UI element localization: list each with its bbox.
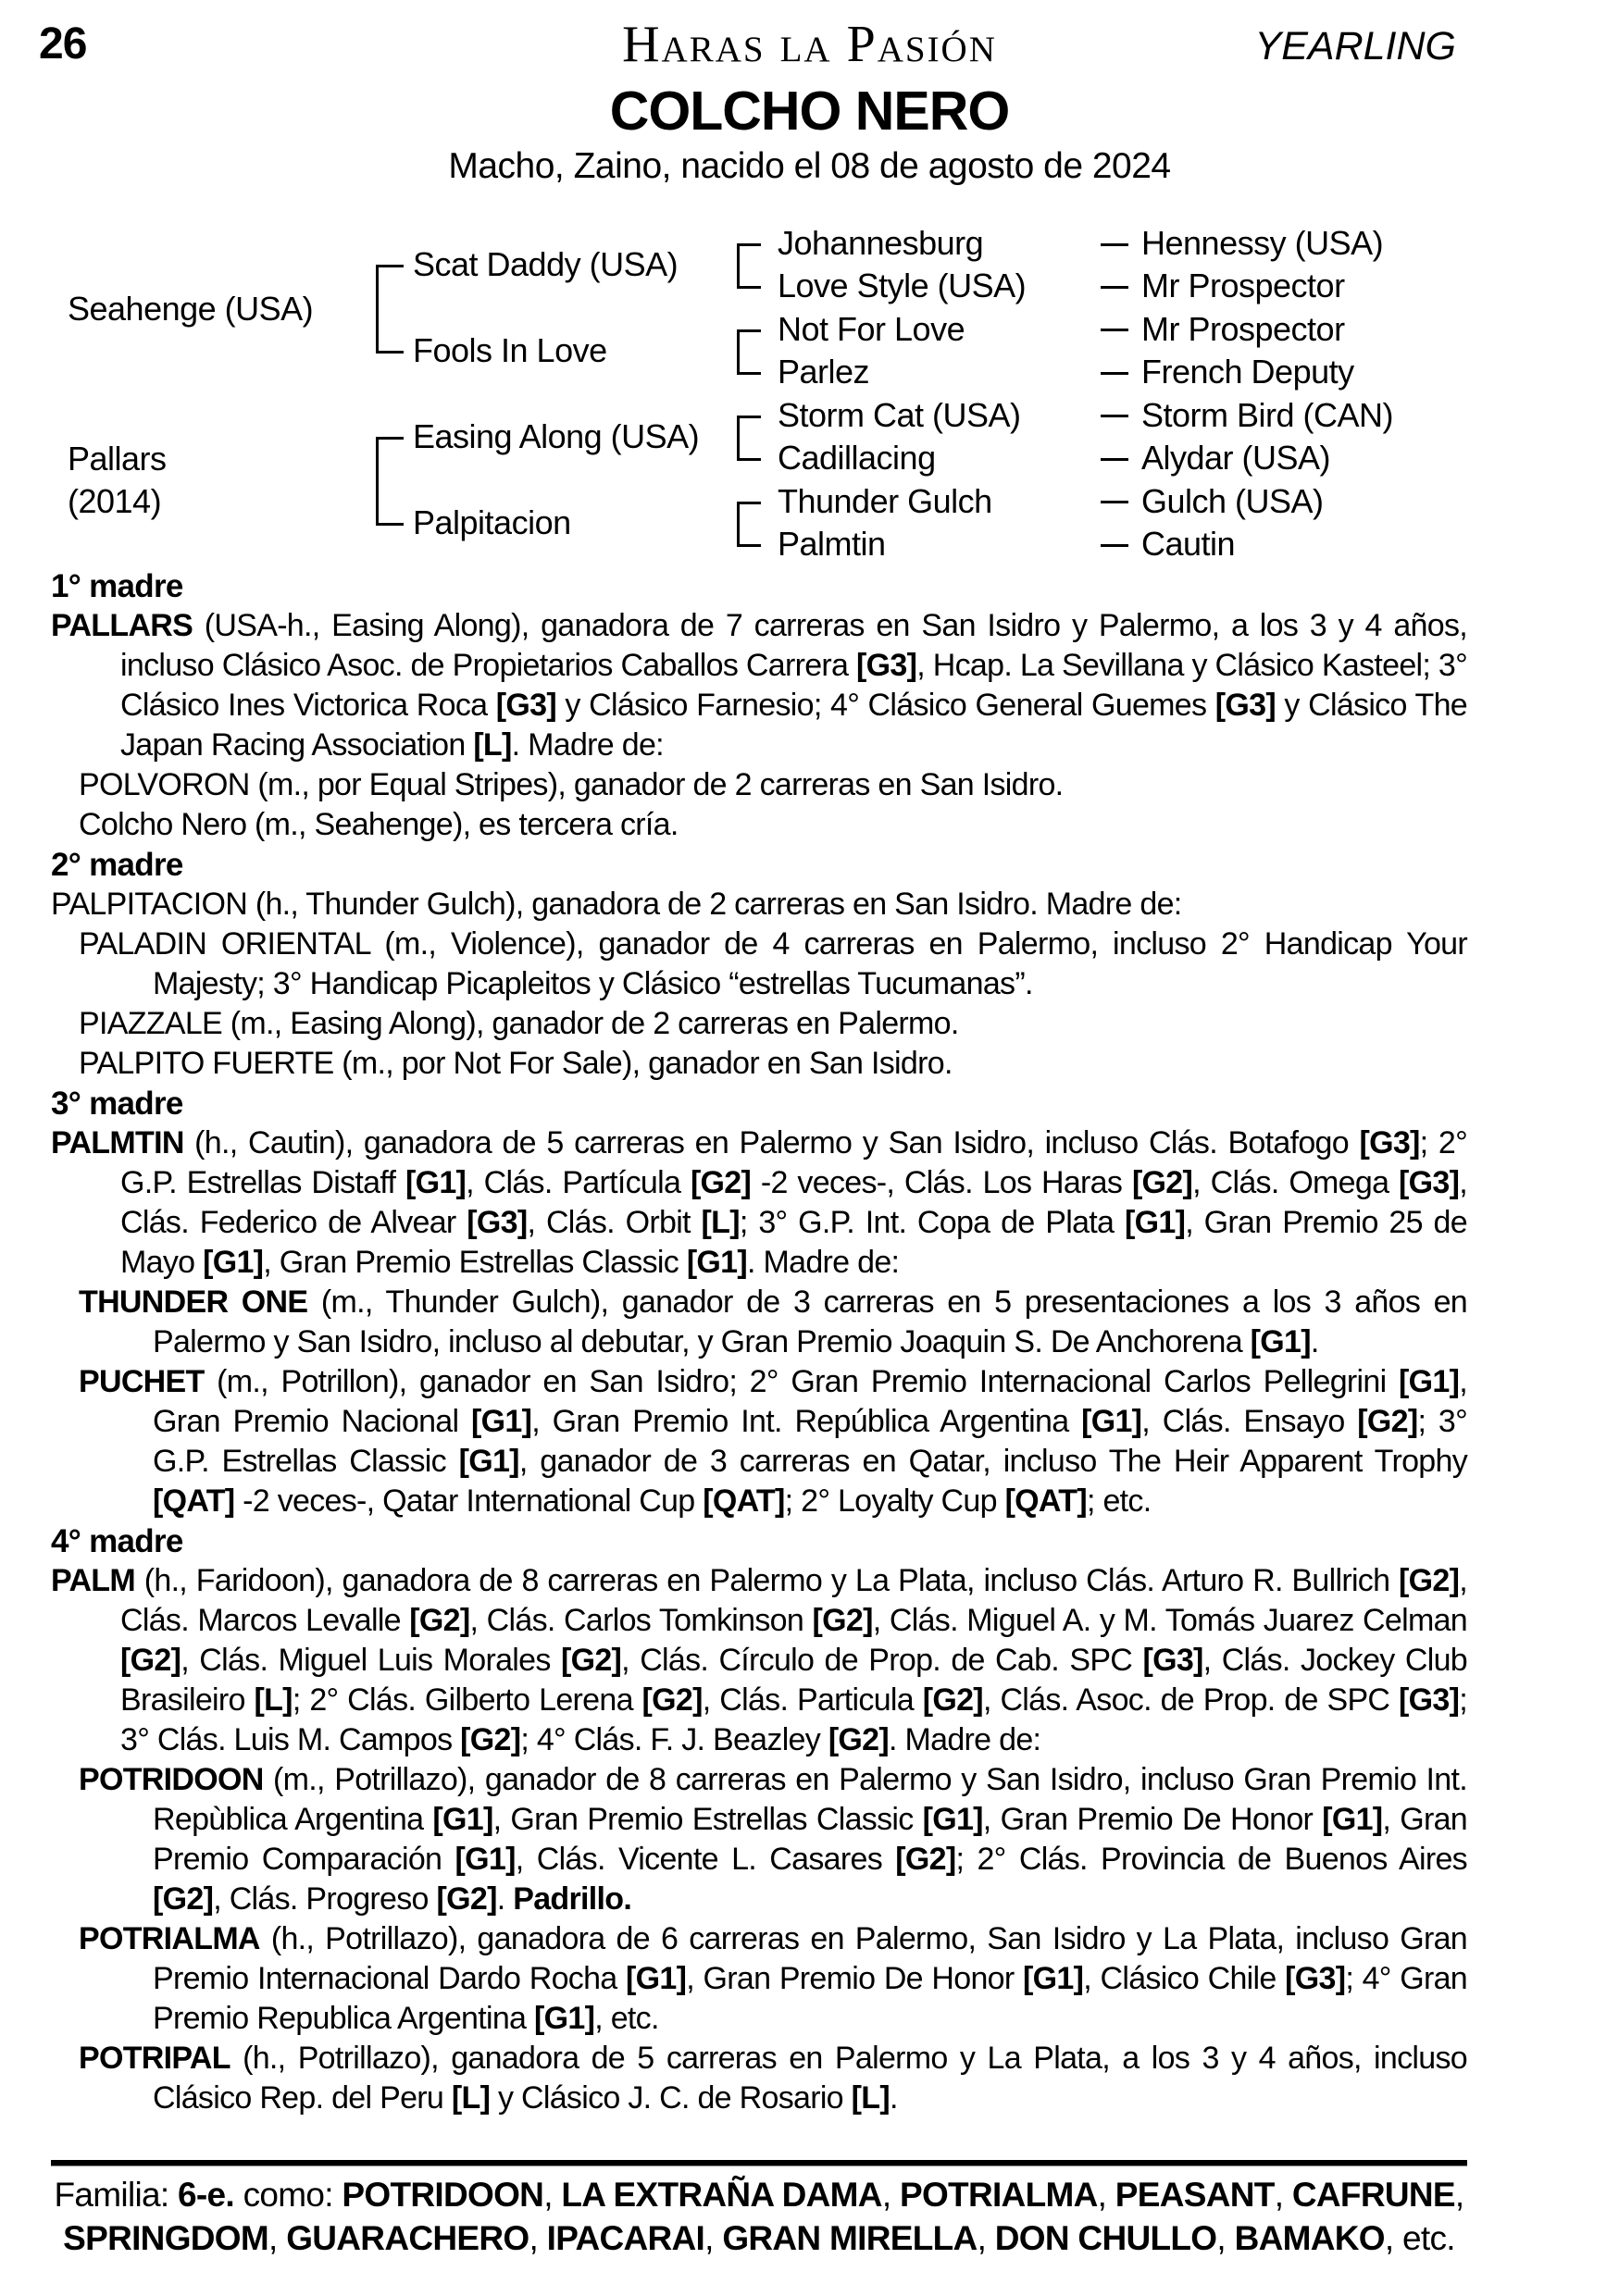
pedigree-name-gen4: Storm Bird (CAN): [1141, 395, 1394, 434]
pedigree-name-gen4: Mr Prospector: [1141, 310, 1345, 349]
madre-heading: 1° madre: [51, 568, 183, 604]
pedigree-bracket: [737, 502, 761, 547]
madre-heading: 3° madre: [51, 1086, 183, 1122]
family-line: Familia: 6-e. como: POTRIDOON, LA EXTRAÑA DAMA, POTRIALMA, PEASANT, CAFRUNE, SPRINGDOM, GUARACHERO, IPACARAI, GRAN MIRELLA, DON CHULLO, BAMAKO, etc.: [54, 2176, 1464, 2257]
pedigree-bracket: [376, 437, 404, 526]
pedigree-name-gen3: Johannesburg: [778, 224, 984, 263]
pedigree-name-gen2: Easing Along (USA): [413, 417, 700, 456]
pedigree-name-gen3: Not For Love: [778, 310, 965, 349]
produce-paragraph: THUNDER ONE (m., Thunder Gulch), ganador de 3 carreras en 5 presentaciones a los 3 años en Palermo y San Isidro, incluso al debutar, y Gran Premio Joaquin S. De Anchorena [G1].: [79, 1285, 1468, 1359]
dam-paragraph: PALLARS (USA-h., Easing Along), ganadora de 7 carreras en San Isidro y Palermo, a los 3 y 4 años, incluso Clásico Asoc. de Propietarios Caballos Carrera [G3], Hcap. La Sevillana y Clásico Kasteel; 3° Clásico Ines Victorica Roca [G3] y Clásico Farnesio; 4° Clásico General Guemes [G3] y Clásico The Japan Racing Association [L]. Madre de:: [51, 608, 1467, 763]
pedigree-name-gen1: Seahenge (USA): [68, 289, 314, 328]
madre-heading: 2° madre: [51, 847, 183, 883]
pedigree-bracket: [737, 243, 761, 289]
dash-connector-icon: [1101, 243, 1128, 246]
produce-paragraph: Colcho Nero (m., Seahenge), es tercera cría.: [79, 807, 679, 842]
pedigree-notes: [51, 566, 1467, 2118]
pedigree-name-gen4: Gulch (USA): [1141, 481, 1324, 520]
madre-heading: 4° madre: [51, 1523, 183, 1559]
catalog-title: Haras la Pasión: [622, 16, 997, 73]
produce-paragraph: POTRIALMA (h., Potrillazo), ganadora de 6 carreras en Palermo, San Isidro y La Plata, incluso Gran Premio Internacional Dardo Rocha [G1], Gran Premio De Honor [G1], Clásico Chile [G3]; 4° Gran Premio Republica Argentina [G1], etc.: [79, 1921, 1468, 2036]
dash-connector-icon: [1101, 415, 1128, 417]
pedigree-name-gen3: Palmtin: [778, 525, 886, 564]
pedigree-name-gen2: Fools In Love: [413, 331, 607, 370]
pedigree-name-gen4: Alydar (USA): [1141, 439, 1331, 478]
dash-connector-icon: [1101, 372, 1128, 375]
dash-connector-icon: [1101, 329, 1128, 331]
produce-paragraph: PUCHET (m., Potrillon), ganador en San Isidro; 2° Gran Premio Internacional Carlos Pellegrini [G1], Gran Premio Nacional [G1], Gran Premio Int. República Argentina [G1], Clás. Ensayo [G2]; 3° G.P. Estrellas Classic [G1], ganador de 3 carreras en Qatar, incluso The Heir Apparent Trophy [QAT] -2 veces-, Qatar International Cup [QAT]; 2° Loyalty Cup [QAT]; etc.: [79, 1364, 1468, 1519]
pedigree-name-gen4: Mr Prospector: [1141, 267, 1345, 305]
produce-paragraph: PIAZZALE (m., Easing Along), ganador de 2 carreras en Palermo.: [79, 1006, 959, 1041]
pedigree-name-gen4: French Deputy: [1141, 353, 1354, 391]
pedigree-name-gen3: Cadillacing: [778, 439, 936, 478]
dash-connector-icon: [1101, 286, 1128, 289]
pedigree-name-gen1: Pallars (2014): [68, 440, 167, 521]
pedigree-name-gen4: Hennessy (USA): [1141, 224, 1384, 263]
birth-line: Macho, Zaino, nacido el 08 de agosto de 2024: [448, 146, 1171, 186]
pedigree-name-gen2: Scat Daddy (USA): [413, 245, 679, 284]
pedigree-name-gen2: Palpitacion: [413, 503, 571, 541]
produce-paragraph: PALADIN ORIENTAL (m., Violence), ganador de 4 carreras en Palermo, incluso 2° Handicap Your Majesty; 3° Handicap Picapleitos y Clásico “estrellas Tucumanas”.: [79, 926, 1467, 1001]
pedigree-bracket: [376, 265, 404, 354]
pedigree-name-gen4: Cautin: [1141, 525, 1236, 564]
dash-connector-icon: [1101, 501, 1128, 503]
dam-paragraph: PALPITACION (h., Thunder Gulch), ganadora de 2 carreras en San Isidro. Madre de:: [51, 887, 1182, 922]
pedigree-name-gen3: Thunder Gulch: [778, 481, 992, 520]
pedigree-name-gen3: Love Style (USA): [778, 267, 1027, 305]
produce-paragraph: PALPITO FUERTE (m., por Not For Sale), ganador en San Isidro.: [79, 1046, 953, 1081]
dam-paragraph: PALM (h., Faridoon), ganadora de 8 carreras en Palermo y La Plata, incluso Clás. Arturo R. Bullrich [G2], Clás. Marcos Levalle [G2], Clás. Carlos Tomkinson [G2], Clás. Miguel A. y M. Tomás Juarez Celman [G2], Clás. Miguel Luis Morales [G2], Clás. Círculo de Prop. de Cab. SPC [G3], Clás. Jockey Club Brasileiro [L]; 2° Clás. Gilberto Lerena [G2], Clás. Particula [G2], Clás. Asoc. de Prop. de SPC [G3]; 3° Clás. Luis M. Campos [G2]; 4° Clás. F. J. Beazley [G2]. Madre de:: [51, 1563, 1467, 1757]
footer-rule: [51, 2160, 1467, 2166]
pedigree-chart: [0, 0, 1619, 592]
pedigree-bracket: [737, 329, 761, 375]
dash-connector-icon: [1101, 458, 1128, 461]
page-number: 26: [39, 19, 87, 68]
produce-paragraph: POTRIPAL (h., Potrillazo), ganadora de 5 carreras en Palermo y La Plata, a los 3 y 4 años, incluso Clásico Rep. del Peru [L] y Clásico J. C. de Rosario [L].: [79, 2041, 1467, 2116]
edition-label: YEARLING: [1254, 24, 1456, 68]
pedigree-name-gen3: Parlez: [778, 353, 870, 391]
dam-paragraph: PALMTIN (h., Cautin), ganadora de 5 carreras en Palermo y San Isidro, incluso Clás. Botafogo [G3]; 2° G.P. Estrellas Distaff [G1], Clás. Partícula [G2] -2 veces-, Clás. Los Haras [G2], Clás. Omega [G3], Clás. Federico de Alvear [G3], Clás. Orbit [L]; 3° G.P. Int. Copa de Plata [G1], Gran Premio 25 de Mayo [G1], Gran Premio Estrellas Classic [G1]. Madre de:: [51, 1125, 1467, 1280]
produce-paragraph: POTRIDOON (m., Potrillazo), ganador de 8 carreras en Palermo y San Isidro, incluso Gran Premio Int. Repùblica Argentina [G1], Gran Premio Estrellas Classic [G1], Gran Premio De Honor [G1], Gran Premio Comparación [G1], Clás. Vicente L. Casares [G2]; 2° Clás. Provincia de Buenos Aires [G2], Clás. Progreso [G2]. Padrillo.: [79, 1762, 1467, 1917]
pedigree-bracket: [737, 416, 761, 461]
produce-paragraph: POLVORON (m., por Equal Stripes), ganador de 2 carreras en San Isidro.: [79, 767, 1064, 802]
horse-name: COLCHO NERO: [609, 81, 1010, 142]
dash-connector-icon: [1101, 544, 1128, 547]
pedigree-name-gen3: Storm Cat (USA): [778, 395, 1021, 434]
